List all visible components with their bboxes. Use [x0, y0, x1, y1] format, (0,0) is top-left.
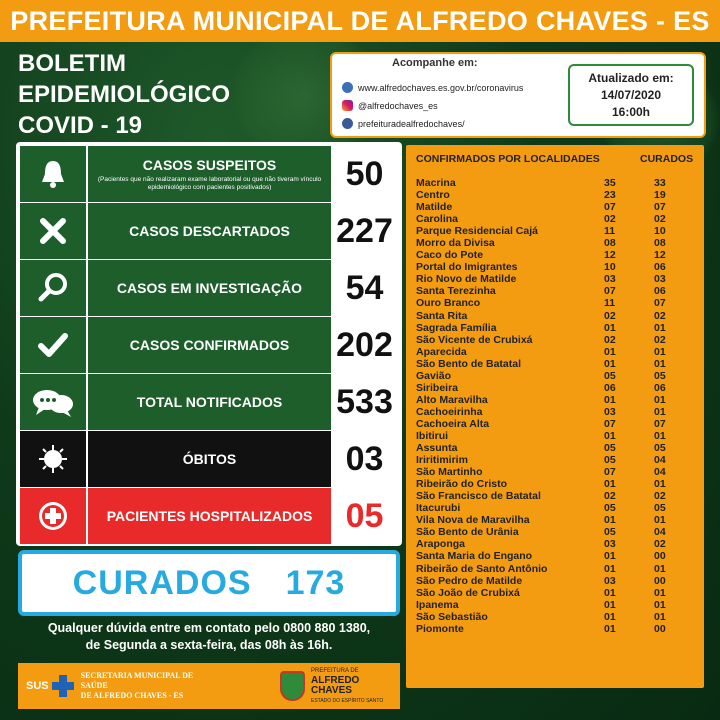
- locality-name: São Pedro de Matilde: [416, 574, 523, 587]
- confirmed-count: 01: [604, 562, 616, 575]
- stat-label-cell: [88, 374, 331, 430]
- table-row: [416, 623, 698, 635]
- stat-label-cell: [88, 317, 331, 373]
- cured-count: 07: [654, 201, 666, 214]
- locality-name: Cachoeira Alta: [416, 417, 490, 430]
- table-row: [416, 322, 698, 334]
- confirmed-count: 07: [604, 285, 616, 298]
- cured-count: 01: [654, 598, 666, 611]
- cured-count: 01: [654, 562, 666, 575]
- locality-name: Ibitirui: [416, 429, 449, 442]
- cured-count: 19: [654, 189, 666, 202]
- locality-name: Matilde: [416, 201, 453, 214]
- cured-count: 02: [654, 333, 666, 346]
- confirmed-count: 03: [604, 273, 616, 286]
- locality-name: Vila Nova de Maravilha: [416, 514, 530, 527]
- contact-info: [18, 620, 400, 654]
- table-row: [416, 502, 698, 514]
- secretaria-line: DE ALFREDO CHAVES - ES: [80, 691, 184, 700]
- locality-name: Piomonte: [416, 622, 464, 635]
- locality-name: São João de Crubixá: [416, 586, 520, 599]
- cured-count: 01: [654, 405, 666, 418]
- bell-icon: [20, 146, 86, 202]
- stat-value: 54: [345, 268, 384, 307]
- locality-name: Santa Terezinha: [416, 285, 496, 298]
- stat-label: CASOS DESCARTADOS: [129, 223, 290, 239]
- cured-count: 01: [654, 357, 666, 370]
- confirmed-count: 01: [604, 357, 616, 370]
- confirmed-count: 01: [604, 429, 616, 442]
- stat-value: 533: [336, 382, 393, 421]
- stat-row-hospitalizados: [20, 488, 398, 544]
- locality-name: Ouro Branco: [416, 297, 481, 310]
- x-icon: [20, 203, 86, 259]
- boletim-line: BOLETIM: [18, 50, 126, 77]
- table-row: [416, 611, 698, 623]
- page-title: PREFEITURA MUNICIPAL DE ALFREDO CHAVES - ES: [0, 0, 720, 42]
- curados-value: 173: [285, 563, 346, 602]
- cured-count: 00: [654, 550, 666, 563]
- confirmed-count: 01: [604, 321, 616, 334]
- table-header: [416, 153, 698, 165]
- locality-name: São Vicente de Crubixá: [416, 333, 533, 346]
- sus-logo-text: SUS: [26, 680, 49, 692]
- confirmed-count: 11: [604, 297, 616, 310]
- stat-value: 227: [336, 211, 393, 250]
- cured-count: 12: [654, 249, 666, 262]
- cured-count: 01: [654, 429, 666, 442]
- confirmed-count: 01: [604, 622, 616, 635]
- locality-name: Santa Maria do Engano: [416, 550, 533, 563]
- secretaria-text: [81, 671, 218, 701]
- facebook-text: prefeituradealfredochaves/: [358, 118, 465, 129]
- confirmed-count: 02: [604, 309, 616, 322]
- locality-name: Macrina: [416, 177, 456, 189]
- table-row: [416, 406, 698, 418]
- boletim-title: [18, 48, 230, 141]
- stat-row-descartados: [20, 203, 398, 259]
- locality-name: Carolina: [416, 213, 459, 226]
- instagram-link[interactable]: [342, 100, 438, 111]
- table-row: [416, 563, 698, 575]
- website-link[interactable]: [342, 82, 523, 93]
- confirmed-count: 07: [604, 417, 616, 430]
- cured-count: 04: [654, 454, 666, 467]
- cured-count: 00: [654, 622, 666, 635]
- locality-name: Siribeira: [416, 381, 459, 394]
- confirmed-count: 05: [604, 502, 616, 515]
- locality-name: São Francisco de Batatal: [416, 490, 541, 503]
- confirmed-count: 10: [604, 261, 616, 274]
- cured-count: 01: [654, 610, 666, 623]
- confirmed-count: 01: [604, 610, 616, 623]
- locality-name: Caco do Pote: [416, 249, 484, 262]
- locality-name: Parque Residencial Cajá: [416, 225, 538, 238]
- locality-name: Rio Novo de Matilde: [416, 273, 517, 286]
- table-row: [416, 526, 698, 538]
- confirmed-count: 05: [604, 454, 616, 467]
- updated-time: 16:00h: [611, 105, 651, 119]
- stat-row-suspeitos: [20, 146, 398, 202]
- table-row: [416, 587, 698, 599]
- stat-label: TOTAL NOTIFICADOS: [136, 394, 283, 410]
- table-row: [416, 249, 698, 261]
- table-row: [416, 575, 698, 587]
- checkmark-icon: [20, 317, 86, 373]
- table-body: [416, 177, 698, 635]
- stat-label-cell: [88, 260, 331, 316]
- cured-count: 01: [654, 393, 666, 406]
- confirmed-count: 02: [604, 333, 616, 346]
- table-row: [416, 370, 698, 382]
- updated-date: 14/07/2020: [600, 88, 662, 102]
- localities-table: [406, 145, 704, 688]
- globe-icon: [342, 82, 353, 93]
- confirmed-count: 08: [604, 237, 616, 250]
- confirmed-count: 03: [604, 405, 616, 418]
- cured-count: 05: [654, 442, 666, 455]
- confirmed-count: 01: [604, 478, 616, 491]
- secretaria-line: SECRETARIA MUNICIPAL DE SAÚDE: [80, 671, 194, 690]
- confirmed-count: 02: [604, 490, 616, 503]
- cured-count: 01: [654, 586, 666, 599]
- stat-label-cell: [88, 488, 331, 544]
- cured-count: 02: [654, 213, 666, 226]
- locality-name: Iriritimirim: [416, 454, 468, 467]
- confirmed-count: 01: [604, 550, 616, 563]
- confirmed-count: 12: [604, 249, 616, 262]
- locality-name: Santa Rita: [416, 309, 468, 322]
- cured-count: 05: [654, 369, 666, 382]
- locality-name: São Bento de Urânia: [416, 526, 519, 539]
- table-row: [416, 382, 698, 394]
- table-row: [416, 334, 698, 346]
- table-row: [416, 430, 698, 442]
- pref-line: PREFEITURA DE: [310, 668, 359, 674]
- table-row: [416, 201, 698, 213]
- stat-label: CASOS SUSPEITOS: [142, 156, 277, 173]
- locality-name: Morro da Divisa: [416, 237, 495, 250]
- curados-label: CURADOS: [72, 563, 252, 602]
- stat-label: PACIENTES HOSPITALIZADOS: [106, 508, 313, 524]
- locality-name: Portal do Imigrantes: [416, 261, 518, 274]
- facebook-link[interactable]: [342, 118, 465, 129]
- pref-line: ALFREDO CHAVES: [310, 675, 360, 696]
- cured-count: 01: [654, 514, 666, 527]
- cured-count: 06: [654, 285, 666, 298]
- confirmed-count: 35: [604, 177, 616, 189]
- confirmed-count: 01: [604, 586, 616, 599]
- stat-value: 03: [345, 439, 384, 478]
- stat-sublabel: (Pacientes que não realizaram exame laboratorial ou que não tiveram vínculo epidemiológico com pacientes positivados): [97, 175, 322, 191]
- table-row: [416, 310, 698, 322]
- cured-count: 01: [654, 478, 666, 491]
- stat-row-notificados: [20, 374, 398, 430]
- cured-count: 07: [654, 417, 666, 430]
- locality-name: São Sebastião: [416, 610, 488, 623]
- locality-name: Gavião: [416, 369, 452, 382]
- confirmed-count: 07: [604, 466, 616, 479]
- locality-name: São Martinho: [416, 466, 483, 479]
- locality-name: São Bento de Batatal: [416, 357, 522, 370]
- confirmed-count: 05: [604, 526, 616, 539]
- sus-cross-icon: [51, 674, 75, 698]
- cured-count: 07: [654, 297, 666, 310]
- stat-label: ÓBITOS: [182, 451, 237, 467]
- boletim-line: EPIDEMIOLÓGICO: [18, 81, 231, 108]
- locality-name: Cachoeirinha: [416, 405, 483, 418]
- follow-title: Acompanhe em:: [392, 57, 478, 69]
- table-row: [416, 478, 698, 490]
- website-text: www.alfredochaves.es.gov.br/coronavirus: [358, 82, 524, 93]
- cured-count: 02: [654, 538, 666, 551]
- follow-box: [330, 52, 706, 138]
- instagram-icon: [342, 100, 353, 111]
- updated-box: [568, 64, 694, 126]
- updated-label: Atualizado em:: [588, 71, 674, 85]
- confirmed-count: 01: [604, 514, 616, 527]
- stat-row-confirmados: [20, 317, 398, 373]
- table-row: [416, 490, 698, 502]
- confirmed-count: 11: [604, 225, 616, 238]
- table-row: [416, 454, 698, 466]
- cured-count: 02: [654, 490, 666, 503]
- table-row: [416, 442, 698, 454]
- cured-count: 06: [654, 381, 666, 394]
- stat-value: 202: [336, 325, 393, 364]
- stat-label-cell: [88, 431, 331, 487]
- cured-count: 05: [654, 502, 666, 515]
- chat-bubbles-icon: [20, 374, 86, 430]
- stat-label: CASOS CONFIRMADOS: [129, 337, 290, 353]
- stat-label: CASOS EM INVESTIGAÇÃO: [116, 280, 303, 296]
- table-row: [416, 225, 698, 237]
- table-row: [416, 273, 698, 285]
- confirmed-count: 03: [604, 538, 616, 551]
- confirmed-count: 05: [604, 369, 616, 382]
- table-row: [416, 418, 698, 430]
- locality-name: Ribeirão do Cristo: [416, 478, 508, 491]
- confirmed-count: 05: [604, 442, 616, 455]
- locality-name: Alto Maravilha: [416, 393, 488, 406]
- cured-count: 01: [654, 345, 666, 358]
- table-row: [416, 285, 698, 297]
- boletim-line: COVID - 19: [18, 112, 143, 139]
- locality-name: Ribeirão de Santo Antônio: [416, 562, 548, 575]
- confirmed-count: 03: [604, 574, 616, 587]
- stats-panel: [16, 142, 402, 546]
- stat-value: 50: [345, 154, 384, 193]
- instagram-text: @alfredochaves_es: [358, 100, 438, 111]
- table-row: [416, 213, 698, 225]
- locality-name: Centro: [416, 189, 450, 202]
- locality-name: Assunta: [416, 442, 458, 455]
- table-row: [416, 514, 698, 526]
- cured-count: 08: [654, 237, 666, 250]
- cured-count: 03: [654, 273, 666, 286]
- stat-row-obitos: [20, 431, 398, 487]
- locality-name: Sagrada Família: [416, 321, 497, 334]
- cured-count: 01: [654, 321, 666, 334]
- confirmed-count: 07: [604, 201, 616, 214]
- header-curados: CURADOS: [640, 153, 694, 165]
- facebook-icon: [342, 118, 353, 129]
- table-row: [416, 358, 698, 370]
- table-row: [416, 189, 698, 201]
- confirmed-count: 06: [604, 381, 616, 394]
- confirmed-count: 23: [604, 189, 616, 202]
- table-row: [416, 538, 698, 550]
- cured-count: 10: [654, 225, 666, 238]
- table-row: [416, 297, 698, 309]
- stat-value: 05: [345, 496, 384, 535]
- medical-cross-icon: [20, 488, 86, 544]
- locality-name: Itacurubi: [416, 502, 461, 515]
- table-row: [416, 237, 698, 249]
- cured-count: 02: [654, 309, 666, 322]
- cured-count: 04: [654, 526, 666, 539]
- locality-name: Ipanema: [416, 598, 459, 611]
- contact-line: Qualquer dúvida entre em contato pelo 0800 880 1380,: [47, 621, 371, 635]
- footer-logos: [18, 663, 400, 709]
- prefeitura-logo-text: [311, 666, 400, 706]
- stat-label-cell: [88, 203, 331, 259]
- magnifier-icon: [20, 260, 86, 316]
- cured-count: 33: [654, 177, 666, 189]
- stat-row-investigacao: [20, 260, 398, 316]
- table-row: [416, 394, 698, 406]
- cured-count: 06: [654, 261, 666, 274]
- header-localidades: CONFIRMADOS POR LOCALIDADES: [416, 153, 600, 165]
- table-row: [416, 466, 698, 478]
- table-row: [416, 177, 698, 189]
- virus-icon: [20, 431, 86, 487]
- contact-line: de Segunda a sexta-feira, das 08h às 16h.: [85, 638, 333, 652]
- confirmed-count: 02: [604, 213, 616, 226]
- stat-label-cell: [88, 146, 331, 202]
- locality-name: Araponga: [416, 538, 466, 551]
- pref-line: ESTADO DO ESPÍRITO SANTO: [310, 698, 384, 704]
- locality-name: Aparecida: [416, 345, 467, 358]
- cured-count: 00: [654, 574, 666, 587]
- table-row: [416, 550, 698, 562]
- table-row: [416, 346, 698, 358]
- curados-box: [18, 550, 400, 616]
- cured-count: 04: [654, 466, 666, 479]
- coat-of-arms-icon: [280, 671, 305, 701]
- table-row: [416, 599, 698, 611]
- table-row: [416, 261, 698, 273]
- confirmed-count: 01: [604, 393, 616, 406]
- confirmed-count: 01: [604, 598, 616, 611]
- confirmed-count: 01: [604, 345, 616, 358]
